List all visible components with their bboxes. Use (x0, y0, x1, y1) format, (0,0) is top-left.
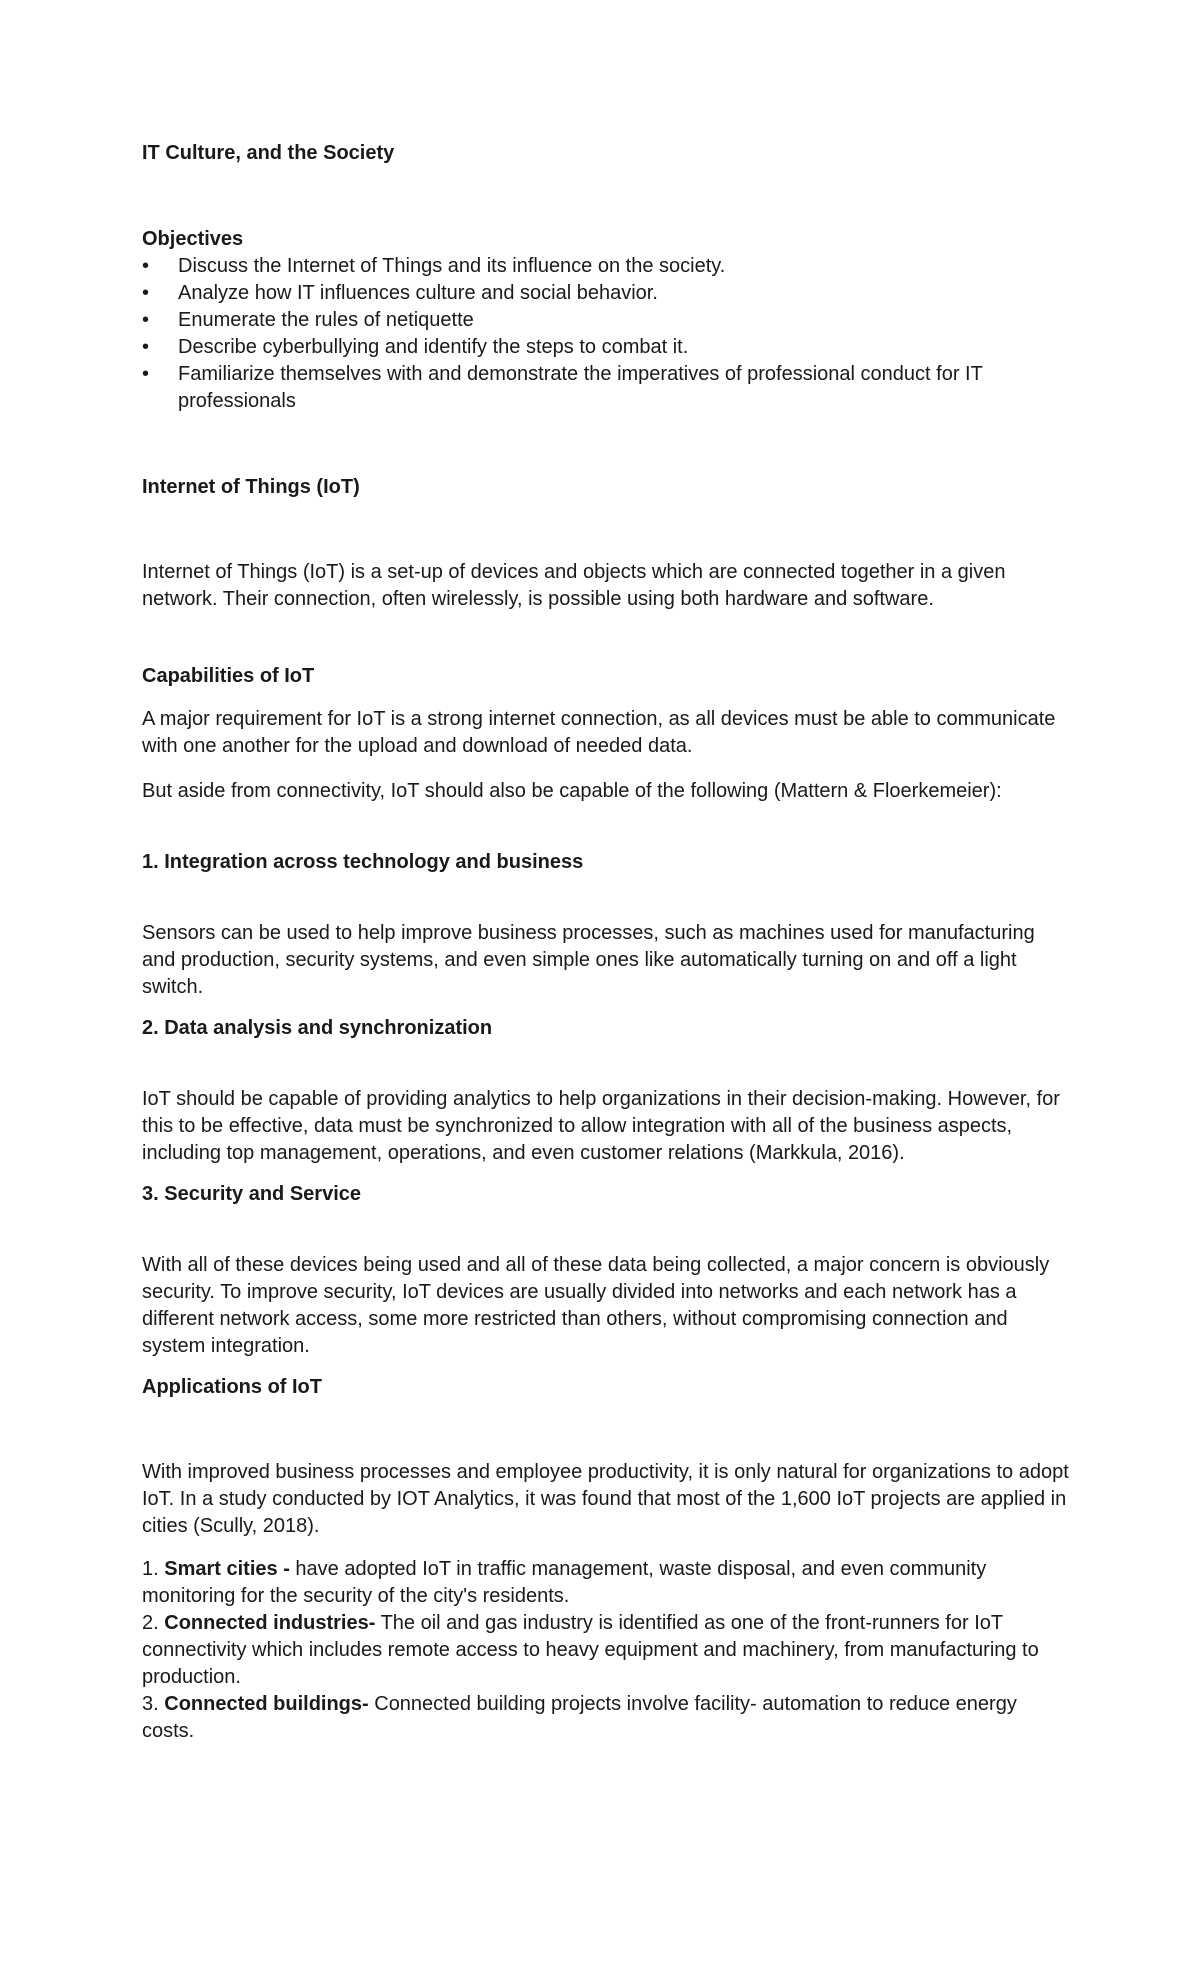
list-item-text: Discuss the Internet of Things and its influence on the society. (178, 255, 726, 277)
applications-heading: Applications of IoT (142, 1376, 322, 1398)
item-number: 1. (142, 1558, 165, 1580)
item-text: Connected building projects involve facility- automation to reduce energy costs. (142, 1693, 1017, 1742)
list-item-text: Describe cyberbullying and identify the steps to combat it. (178, 336, 689, 358)
integration-paragraph: Sensors can be used to help improve business processes, such as machines used for manufacturing and production, security systems, and even simple ones like automatically turning on and off a light switch. (142, 922, 1035, 998)
iot-heading: Internet of Things (IoT) (142, 476, 360, 498)
objectives-list (142, 253, 1072, 415)
item-term: Smart cities - (164, 1558, 296, 1580)
item-number: 2. (142, 1612, 165, 1634)
capabilities-paragraph-2: But aside from connectivity, IoT should also be capable of the following (Mattern & Floerkemeier): (142, 780, 1002, 802)
item-text: have adopted IoT in traffic management, waste disposal, and even community monitoring for the security of the city's residents. (142, 1558, 987, 1607)
list-item-text: Enumerate the rules of netiquette (178, 309, 474, 331)
capabilities-heading: Capabilities of IoT (142, 665, 315, 687)
item-term: Connected industries- (164, 1612, 376, 1634)
applications-paragraph: With improved business processes and employee productivity, it is only natural for organizations to adopt IoT. In a study conducted by IOT Analytics, it was found that most of the 1,600 IoT projects are applied in cities (Scully, 2018). (142, 1461, 1069, 1537)
objectives-heading: Objectives (142, 228, 244, 250)
list-item-text: Analyze how IT influences culture and social behavior. (178, 282, 658, 304)
item-term: Connected buildings- (164, 1693, 369, 1715)
list-item (142, 361, 1072, 415)
document-title: IT Culture, and the Society (142, 142, 395, 164)
security-paragraph: With all of these devices being used and all of these data being collected, a major concern is obviously security. To improve security, IoT devices are usually divided into networks and each network has a different network access, some more restricted than others, without compromising connection and system integration. (142, 1254, 1050, 1357)
applications-list (142, 1556, 1072, 1745)
document-content (142, 140, 1072, 1745)
data-analysis-heading: 2. Data analysis and synchronization (142, 1017, 493, 1039)
list-item (142, 1610, 1072, 1691)
bullet-icon: • (142, 282, 150, 304)
iot-paragraph: Internet of Things (IoT) is a set-up of devices and objects which are connected together in a given network. Their connection, often wirelessly, is possible using both hardware and software. (142, 561, 1006, 610)
bullet-icon: • (142, 309, 150, 331)
list-item (142, 334, 1072, 361)
list-item (142, 280, 1072, 307)
integration-heading: 1. Integration across technology and business (142, 851, 584, 873)
bullet-icon: • (142, 255, 150, 277)
list-item (142, 1556, 1072, 1610)
data-analysis-paragraph: IoT should be capable of providing analytics to help organizations in their decision-making. However, for this to be effective, data must be synchronized to allow integration with all of the business aspects, including top management, operations, and even customer relations (Markkula, 2016). (142, 1088, 1060, 1164)
list-item (142, 307, 1072, 334)
item-text: The oil and gas industry is identified as one of the front-runners for IoT connectivity which includes remote access to heavy equipment and machinery, from manufacturing to production. (142, 1612, 1039, 1688)
item-number: 3. (142, 1693, 165, 1715)
list-item (142, 253, 1072, 280)
list-item (142, 1691, 1072, 1745)
security-heading: 3. Security and Service (142, 1183, 362, 1205)
list-item-text: Familiarize themselves with and demonstrate the imperatives of professional conduct for IT professionals (178, 363, 983, 412)
capabilities-paragraph-1: A major requirement for IoT is a strong internet connection, as all devices must be able to communicate with one another for the upload and download of needed data. (142, 708, 1056, 757)
bullet-icon: • (142, 363, 150, 385)
bullet-icon: • (142, 336, 150, 358)
